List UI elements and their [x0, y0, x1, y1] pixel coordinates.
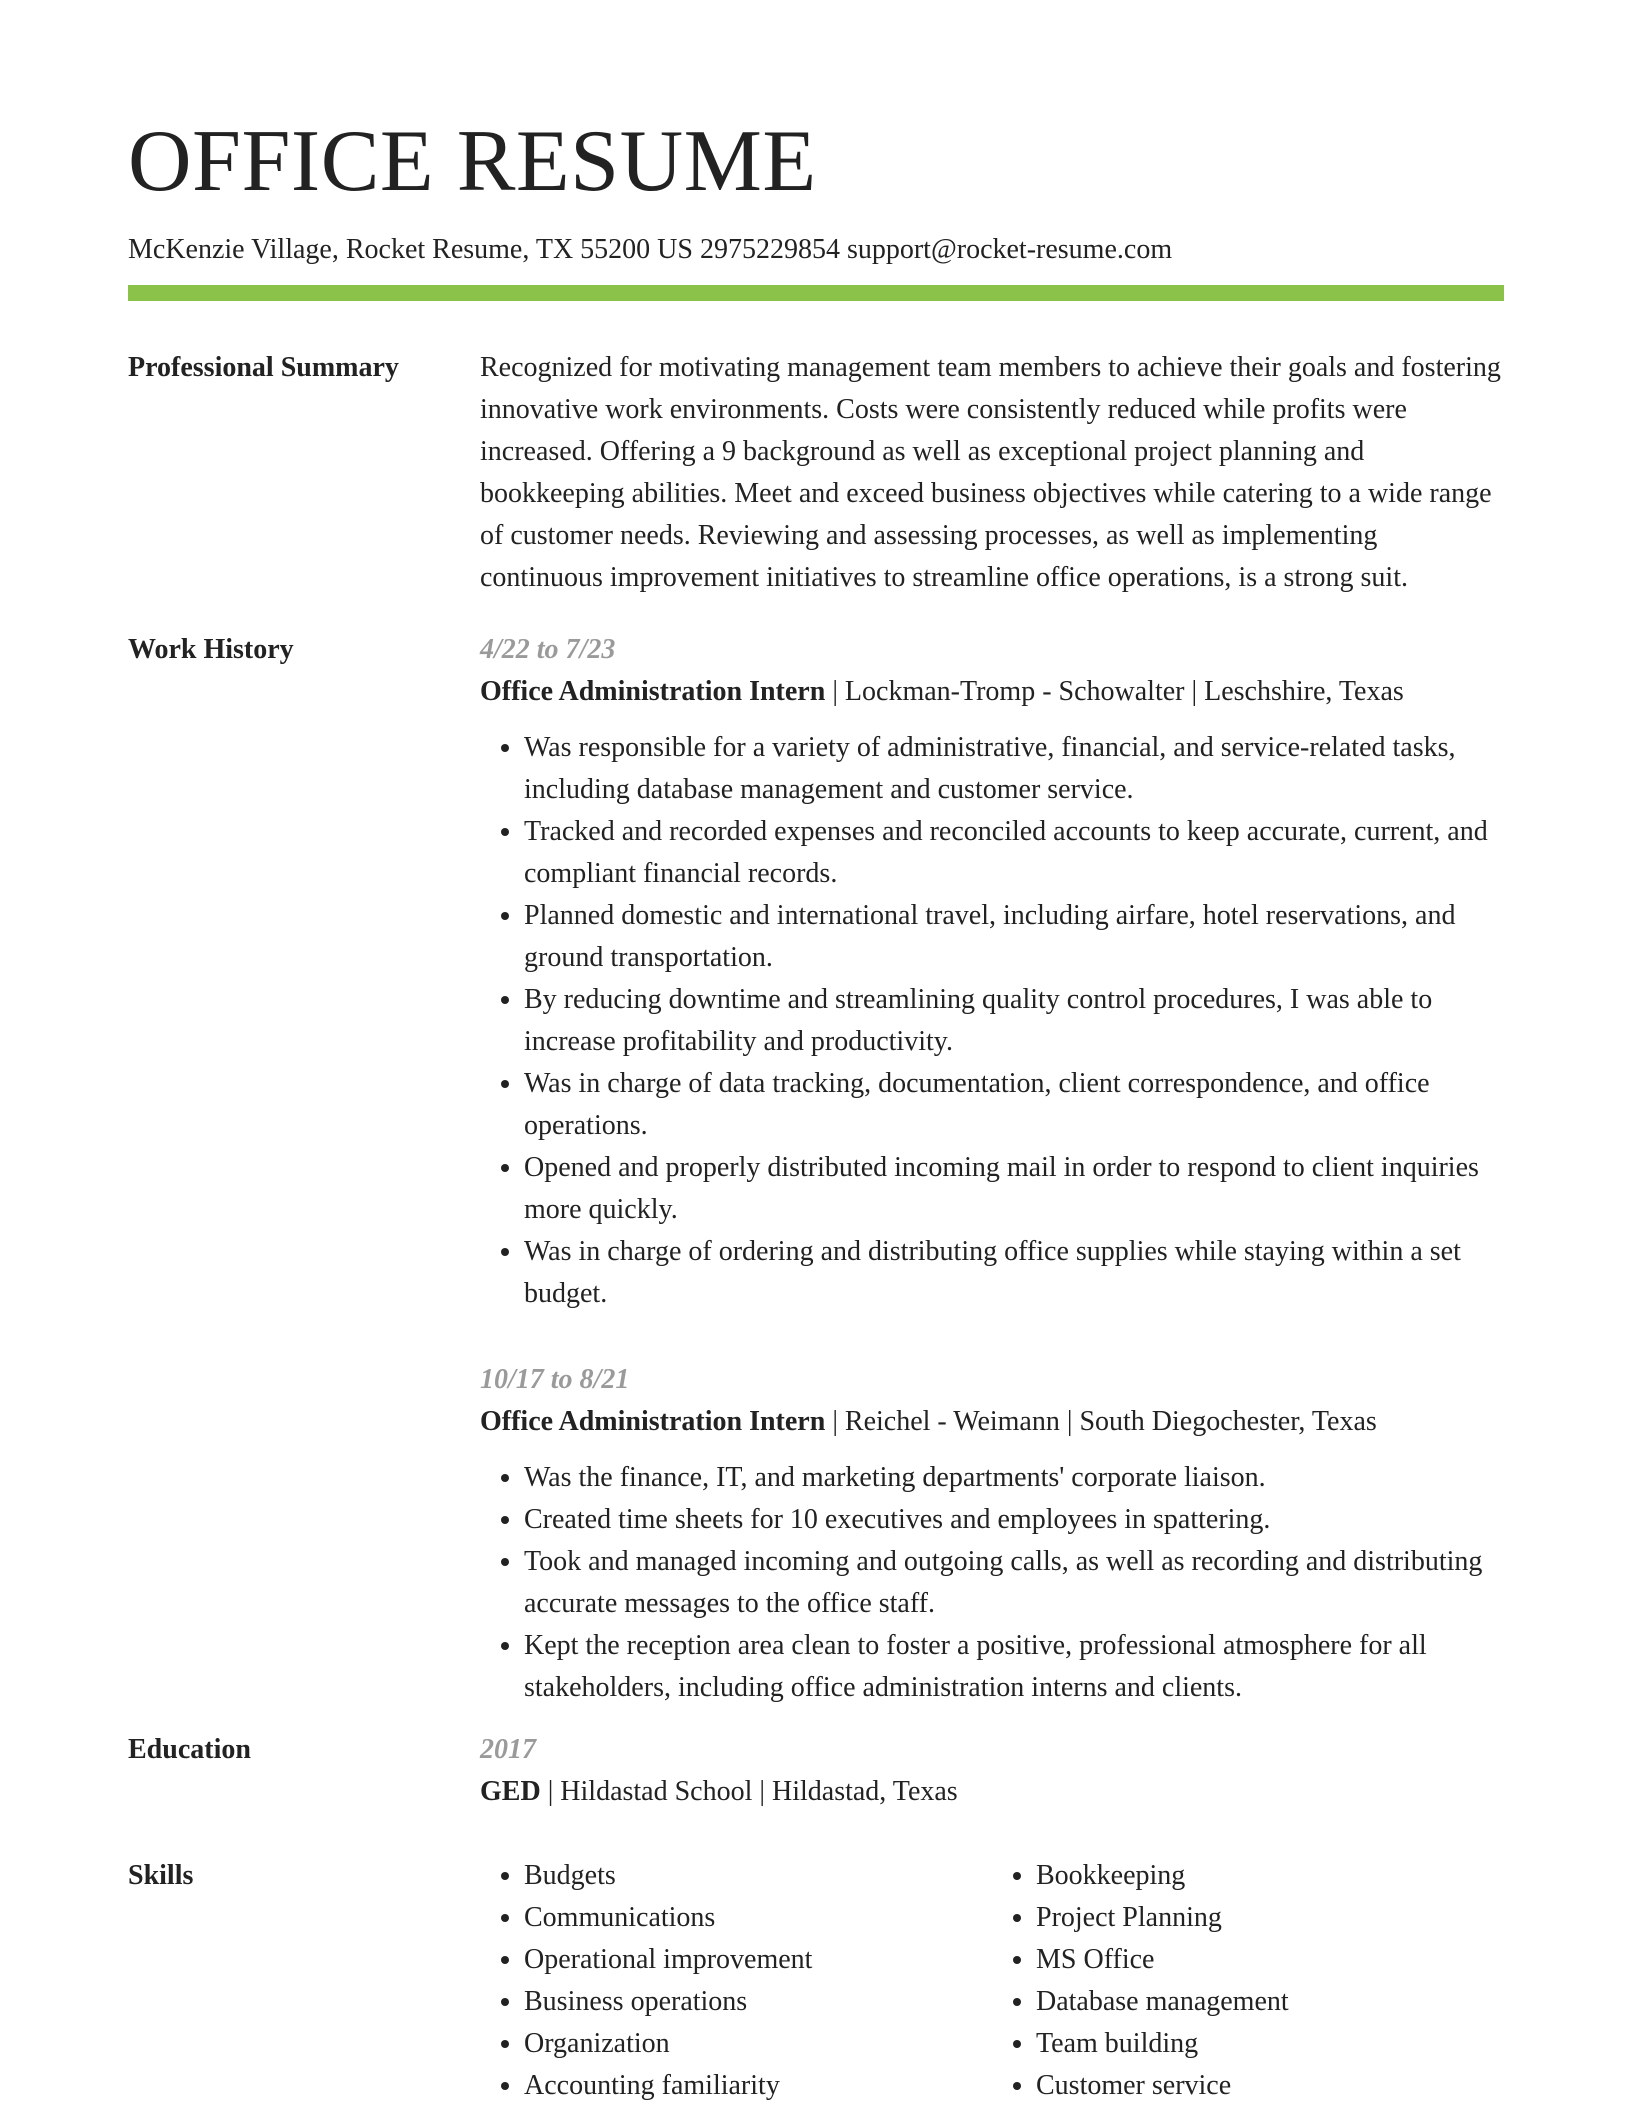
job-bullet: • By reducing downtime and streamlining quality control procedures, I was able to increase profitability and productivity.: [524, 979, 1504, 1063]
job-heading: [480, 1401, 1504, 1443]
skill-item: • Bookkeeping: [1036, 1855, 1504, 1897]
skill-item: • Budgets: [524, 1855, 992, 1897]
job-bullet: • Created time sheets for 10 executives and employees in spattering.: [524, 1499, 1504, 1541]
job-heading: [480, 671, 1504, 713]
job-dates: 10/17 to 8/21: [480, 1364, 630, 1395]
job-bullet: • Kept the reception area clean to foster a positive, professional atmosphere for all stakeholders, including office administration interns and clients.: [524, 1625, 1504, 1709]
job-bullet: • Was in charge of ordering and distributing office supplies while staying within a set budget.: [524, 1231, 1504, 1315]
education-line: [480, 1771, 1504, 1813]
work-history-heading: Work History: [128, 634, 294, 665]
job-bullets: [480, 1457, 1504, 1709]
skill-item: • MS Office: [1036, 1939, 1504, 1981]
job-bullet: • Planned domestic and international travel, including airfare, hotel reservations, and ground transportation.: [524, 895, 1504, 979]
job-bullet: • Was the finance, IT, and marketing departments' corporate liaison.: [524, 1457, 1504, 1499]
skills-heading: Skills: [128, 1860, 194, 1891]
education-body: [480, 1729, 1504, 1813]
job-bullet: • Was in charge of data tracking, documentation, client correspondence, and office operations.: [524, 1063, 1504, 1147]
education-heading: Education: [128, 1734, 251, 1765]
summary-heading: Professional Summary: [128, 352, 399, 383]
education-degree: GED: [480, 1776, 541, 1807]
accent-divider: [128, 285, 1504, 301]
job-entry: [480, 1359, 1504, 1709]
job-bullet: • Tracked and recorded expenses and reconciled accounts to keep accurate, current, and compliant financial records.: [524, 811, 1504, 895]
job-bullet: • Took and managed incoming and outgoing calls, as well as recording and distributing accurate messages to the office staff.: [524, 1541, 1504, 1625]
skills-list-right: [992, 1855, 1504, 2107]
skill-item: • Team building: [1036, 2023, 1504, 2065]
job-bullets: [480, 727, 1504, 1315]
skill-item: • Communications: [524, 1897, 992, 1939]
job-details: | Lockman-Tromp - Schowalter | Leschshire, Texas: [825, 676, 1404, 707]
education-details: | Hildastad School | Hildastad, Texas: [540, 1776, 958, 1807]
job-bullet: • Was responsible for a variety of administrative, financial, and service-related tasks, including database management and customer service.: [524, 727, 1504, 811]
skill-item: • Customer service: [1036, 2065, 1504, 2107]
skill-item: • Accounting familiarity: [524, 2065, 992, 2107]
skill-item: • Business operations: [524, 1981, 992, 2023]
skills-list-left: [480, 1855, 992, 2107]
skill-item: • Database management: [1036, 1981, 1504, 2023]
skills-columns: [480, 1855, 1504, 2107]
summary-text: Recognized for motivating management team members to achieve their goals and fostering innovative work environments. Costs were consistently reduced while profits were increased. Offering a 9 background as well as exceptional project planning and bookkeeping abilities. Meet and exceed business objectives while catering to a wide range of customer needs. Reviewing and assessing processes, as well as implementing continuous improvement initiatives to streamline office operations, is a strong suit.: [480, 352, 1501, 593]
resume-title: OFFICE RESUME: [128, 113, 817, 210]
job-role: Office Administration Intern: [480, 676, 826, 707]
work-history-body: [480, 629, 1504, 1709]
job-role: Office Administration Intern: [480, 1406, 826, 1437]
contact-line: McKenzie Village, Rocket Resume, TX 55200 US 2975229854 support@rocket-resume.com: [128, 234, 1173, 265]
job-bullet: • Opened and properly distributed incoming mail in order to respond to client inquiries more quickly.: [524, 1147, 1504, 1231]
skill-item: • Project Planning: [1036, 1897, 1504, 1939]
job-dates: 4/22 to 7/23: [480, 634, 616, 665]
job-details: | Reichel - Weimann | South Diegochester, Texas: [825, 1406, 1377, 1437]
skill-item: • Operational improvement: [524, 1939, 992, 1981]
education-year: 2017: [480, 1734, 536, 1765]
skill-item: • Organization: [524, 2023, 992, 2065]
job-entry: [480, 629, 1504, 1315]
